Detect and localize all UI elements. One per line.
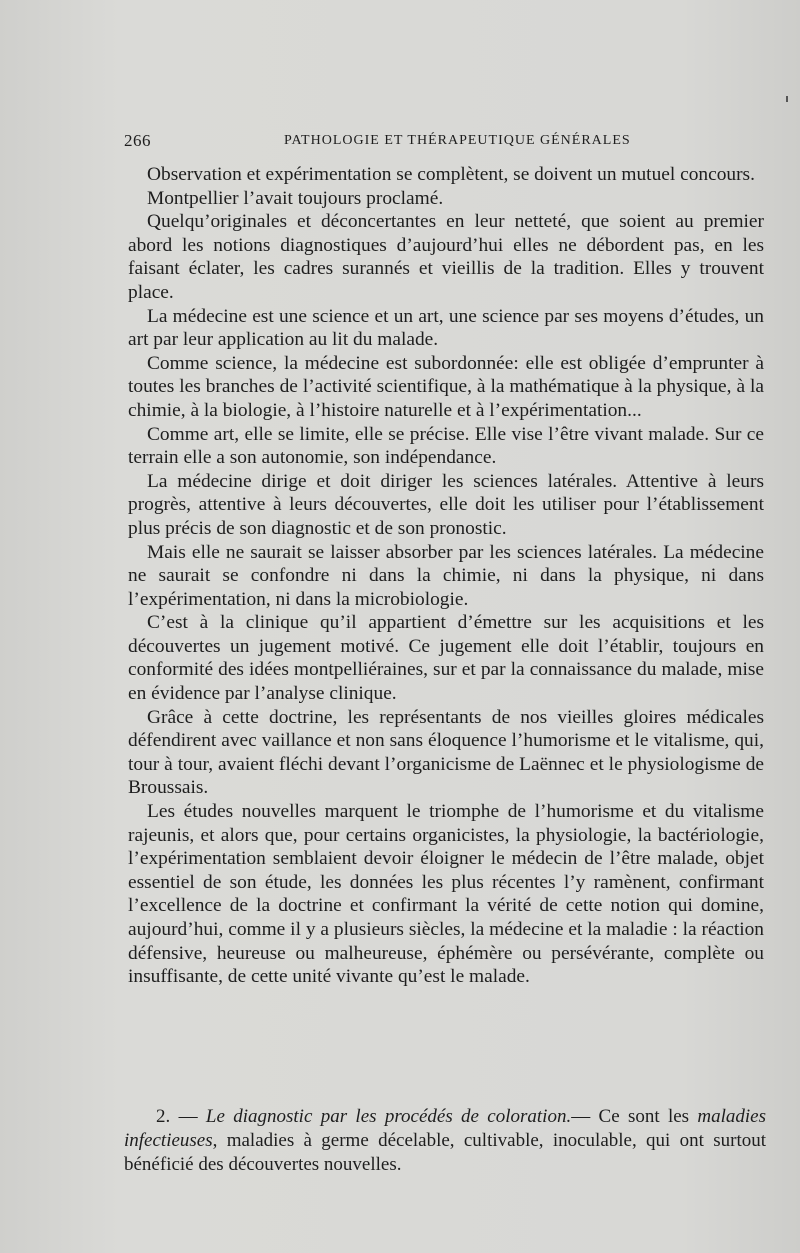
note-number: 2.: [156, 1106, 171, 1127]
note-rest: , maladies à germe décelable, cultivable, inoculable, qui ont surtout bénéficié des découvertes nouvelles.: [124, 1130, 766, 1175]
paragraph: Quelqu’originales et déconcertantes en leur netteté, que soient au premier abord les notions diagnostiques d’aujourd’hui elles ne débordent pas, en les faisant éclater, les cadres surannés et vieillis de la tradition. Elles y trouvent place.: [128, 211, 764, 303]
note-paragraph: [124, 1105, 766, 1177]
body-text: [128, 163, 764, 989]
paragraph: Mais elle ne saurait se laisser absorber par les sciences latérales. La médecine ne saurait se confondre ni dans la chimie, ni dans la physique, ni dans l’expérimentation, ni dans la microbiologie.: [128, 541, 764, 610]
paragraph: C’est à la clinique qu’il appartient d’émettre sur les acquisitions et les découvertes un jugement motivé. Ce jugement elle doit l’établir, toujours en conformité des idées montpelliéraines, sur et par la connaissance du malade, mise en évidence par l’analyse clinique.: [128, 612, 764, 705]
scan-mark: [786, 96, 788, 102]
running-title: PATHOLOGIE ET THÉRAPEUTIQUE GÉNÉRALES: [284, 133, 631, 148]
paragraph: La médecine est une science et un art, une science par ses moyens d’études, un art par leur application au lit du malade.: [128, 305, 764, 351]
paragraph: Observation et expérimentation se complètent, se doivent un mutuel concours.: [147, 164, 755, 185]
section-note: [124, 1105, 766, 1177]
paragraph: Grâce à cette doctrine, les représentants de nos vieilles gloires médicales défendirent avec vaillance et non sans éloquence l’humorisme et le vitalisme, qui, tour à tour, avaient fléchi devant l’organicisme de Laënnec et le physiologisme de Broussais.: [128, 706, 764, 799]
note-italic-phrase: maladies infectieuses: [124, 1106, 766, 1151]
paragraph: La médecine dirige et doit diriger les sciences latérales. Attentive à leurs progrès, attentive à leurs découvertes, elle doit les utiliser pour l’établissement plus précis de son diagnostic et de son pronostic.: [128, 470, 764, 539]
page-header: [124, 131, 764, 153]
note-dash: —: [170, 1106, 206, 1127]
note-title: Le diagnostic par les procédés de coloration.: [205, 1106, 572, 1127]
paragraph: Montpellier l’avait toujours proclamé.: [147, 187, 444, 209]
paragraph: Les études nouvelles marquent le triomphe de l’humorisme et du vitalisme rajeunis, et alors que, pour certains organicistes, la physiologie, la bactériologie, l’expérimentation semblaient devoir éloigner le médecin de l’être malade, objet essentiel de son étude, les données les plus récentes l’y ramènent, confirmant l’excellence de la doctrine et confirmant la vérité de cette notion qui domine, aujourd’hui, comme il y a plusieurs siècles, la médecine et la maladie : la réaction défensive, heureuse ou malheureuse, éphémère ou persévérante, complète ou insuffisante, de cette unité vivante qu’est le malade.: [128, 801, 764, 988]
page-number: 266: [124, 131, 151, 150]
paragraph: Comme science, la médecine est subordonnée: elle est obligée d’emprunter à toutes les branches de l’activité scientifique, à la mathématique à la physique, à la chimie, à la biologie, à l’histoire naturelle et à l’expérimentation...: [128, 352, 764, 421]
paragraph: Comme art, elle se limite, elle se précise. Elle vise l’être vivant malade. Sur ce terrain elle a son autonomie, son indépendance.: [128, 423, 764, 469]
note-connector: — Ce sont les: [571, 1106, 698, 1127]
